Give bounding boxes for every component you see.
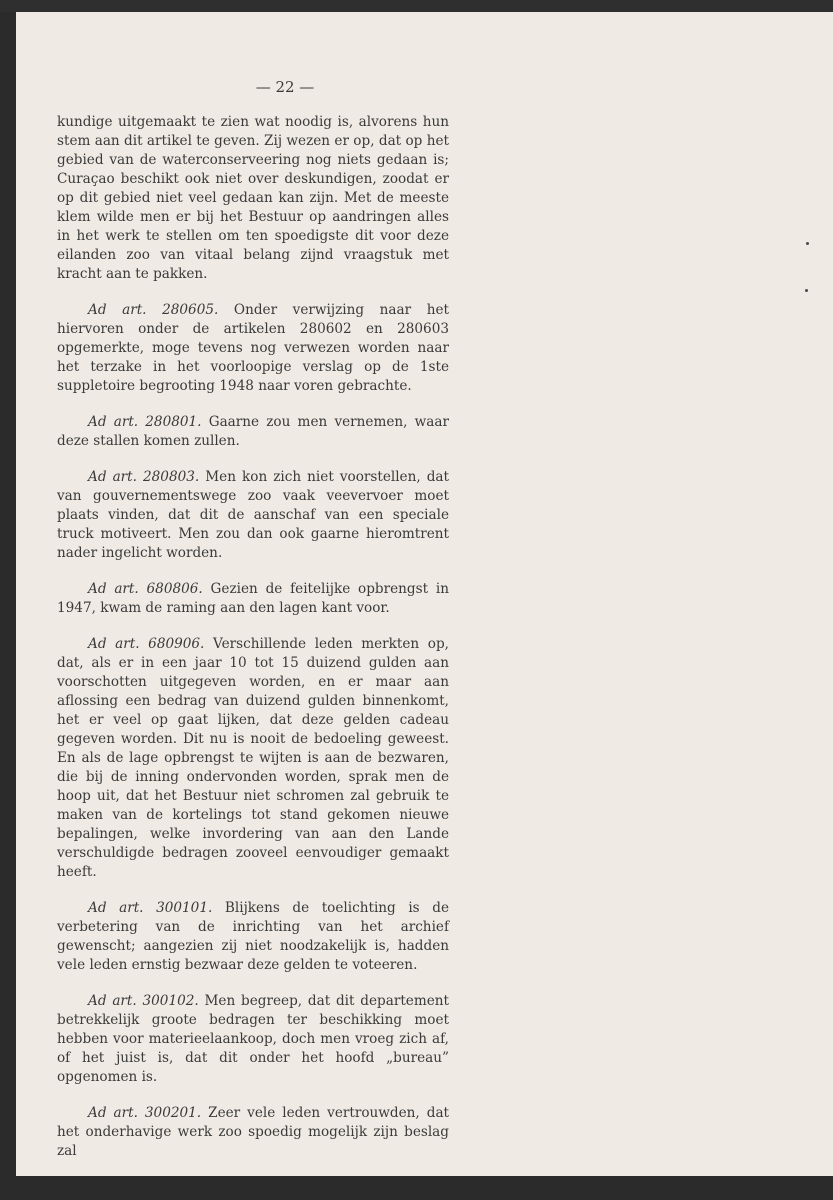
paragraph-text: Men kon zich niet voorstellen, dat van gouvernementswege zoo vaak veevervoer moet plaats vinden, dat dit de aanschaf van een speciale truck motiveert. Men zou dan ook gaarne hieromtrent nader ingelicht worden. xyxy=(57,469,449,561)
paragraph xyxy=(57,580,449,618)
paragraph-text: Zeer vele leden vertrouwden, dat het onderhavige werk zoo spoedig mogelijk zijn beslag zal xyxy=(57,1105,450,1159)
paragraph-text: Men begreep, dat dit departement betrekkelijk groote bedragen ter beschikking moet hebben voor materieelaankoop, doch men vroeg zich af, of het juist is, dat dit onder het hoofd „bureau” opgenomen is. xyxy=(57,993,449,1085)
paragraph-text: Blijkens de toelichting is de verbetering van de inrichting van het archief gewenscht; aangezien zij niet noodzakelijk is, hadden vele leden ernstig bezwaar deze gelden te voteeren. xyxy=(57,900,449,973)
article-reference: Ad art. 300201. xyxy=(88,1105,202,1121)
body-text xyxy=(57,113,449,1178)
paragraph xyxy=(57,992,449,1087)
paragraph xyxy=(57,113,449,284)
paragraph xyxy=(57,1104,449,1161)
paragraph-text: Gezien de feitelijke opbrengst in 1947, kwam de raming aan den lagen kant voor. xyxy=(57,581,449,616)
article-reference: Ad art. 680906. xyxy=(88,636,205,652)
speck-mark xyxy=(805,289,808,292)
article-reference: Ad art. 300102. xyxy=(88,993,199,1009)
paragraph-text: kundige uitgemaakt te zien wat noodig is, alvorens hun stem aan dit artikel te geven. Zij wezen er op, dat op het gebied van de waterconserveering nog niets gedaan is; Curaçao beschikt ook niet over deskundigen, zoodat er op dit gebied niet veel gedaan kan zijn. Met de meeste klem wilde men er bij het Bestuur op aandringen alles in het werk te stellen om ten spoedigste dit voor deze eilanden zoo van vitaal belang zijnd vraagstuk met kracht aan te pakken. xyxy=(57,114,449,282)
article-reference: Ad art. 300101. xyxy=(88,900,213,916)
scan-bottom-edge xyxy=(0,1176,833,1200)
paragraph-text: Onder verwijzing naar het hiervoren onder de artikelen 280602 en 280603 opgemerkte, moge tevens nog verwezen worden naar het terzake in het voorloopige verslag op de 1ste suppletoire begrooting 1948 naar voren gebrachte. xyxy=(57,302,449,394)
paragraph xyxy=(57,635,449,882)
paragraph xyxy=(57,413,449,451)
paragraph xyxy=(57,899,449,975)
speck-mark xyxy=(806,242,809,245)
paragraph-text: Gaarne zou men vernemen, waar deze stallen komen zullen. xyxy=(57,414,450,449)
paragraph-text: Verschillende leden merkten op, dat, als er in een jaar 10 tot 15 duizend gulden aan voorschotten uitgegeven worden, en er maar aan aflossing een bedrag van duizend gulden binnenkomt, het er veel op gaat lijken, dat deze gelden cadeau gegeven worden. Dit nu is nooit de bedoeling geweest. En als de lage opbrengst te wijten is aan de bezwaren, die bij de inning ondervonden worden, sprak men de hoop uit, dat het Bestuur niet schromen zal gebruik te maken van de kortelings tot stand gekomen nieuwe bepalingen, welke invordering van aan den Lande verschuldigde bedragen zooveel eenvoudiger gemaakt heeft. xyxy=(57,636,449,880)
article-reference: Ad art. 280801. xyxy=(88,414,202,430)
page-number: — 22 — xyxy=(255,78,315,96)
scan-top-edge xyxy=(0,0,833,12)
article-reference: Ad art. 280605. xyxy=(88,302,219,318)
article-reference: Ad art. 280803. xyxy=(88,469,200,485)
paragraph xyxy=(57,468,449,563)
paragraph xyxy=(57,301,449,396)
article-reference: Ad art. 680806. xyxy=(88,581,203,597)
